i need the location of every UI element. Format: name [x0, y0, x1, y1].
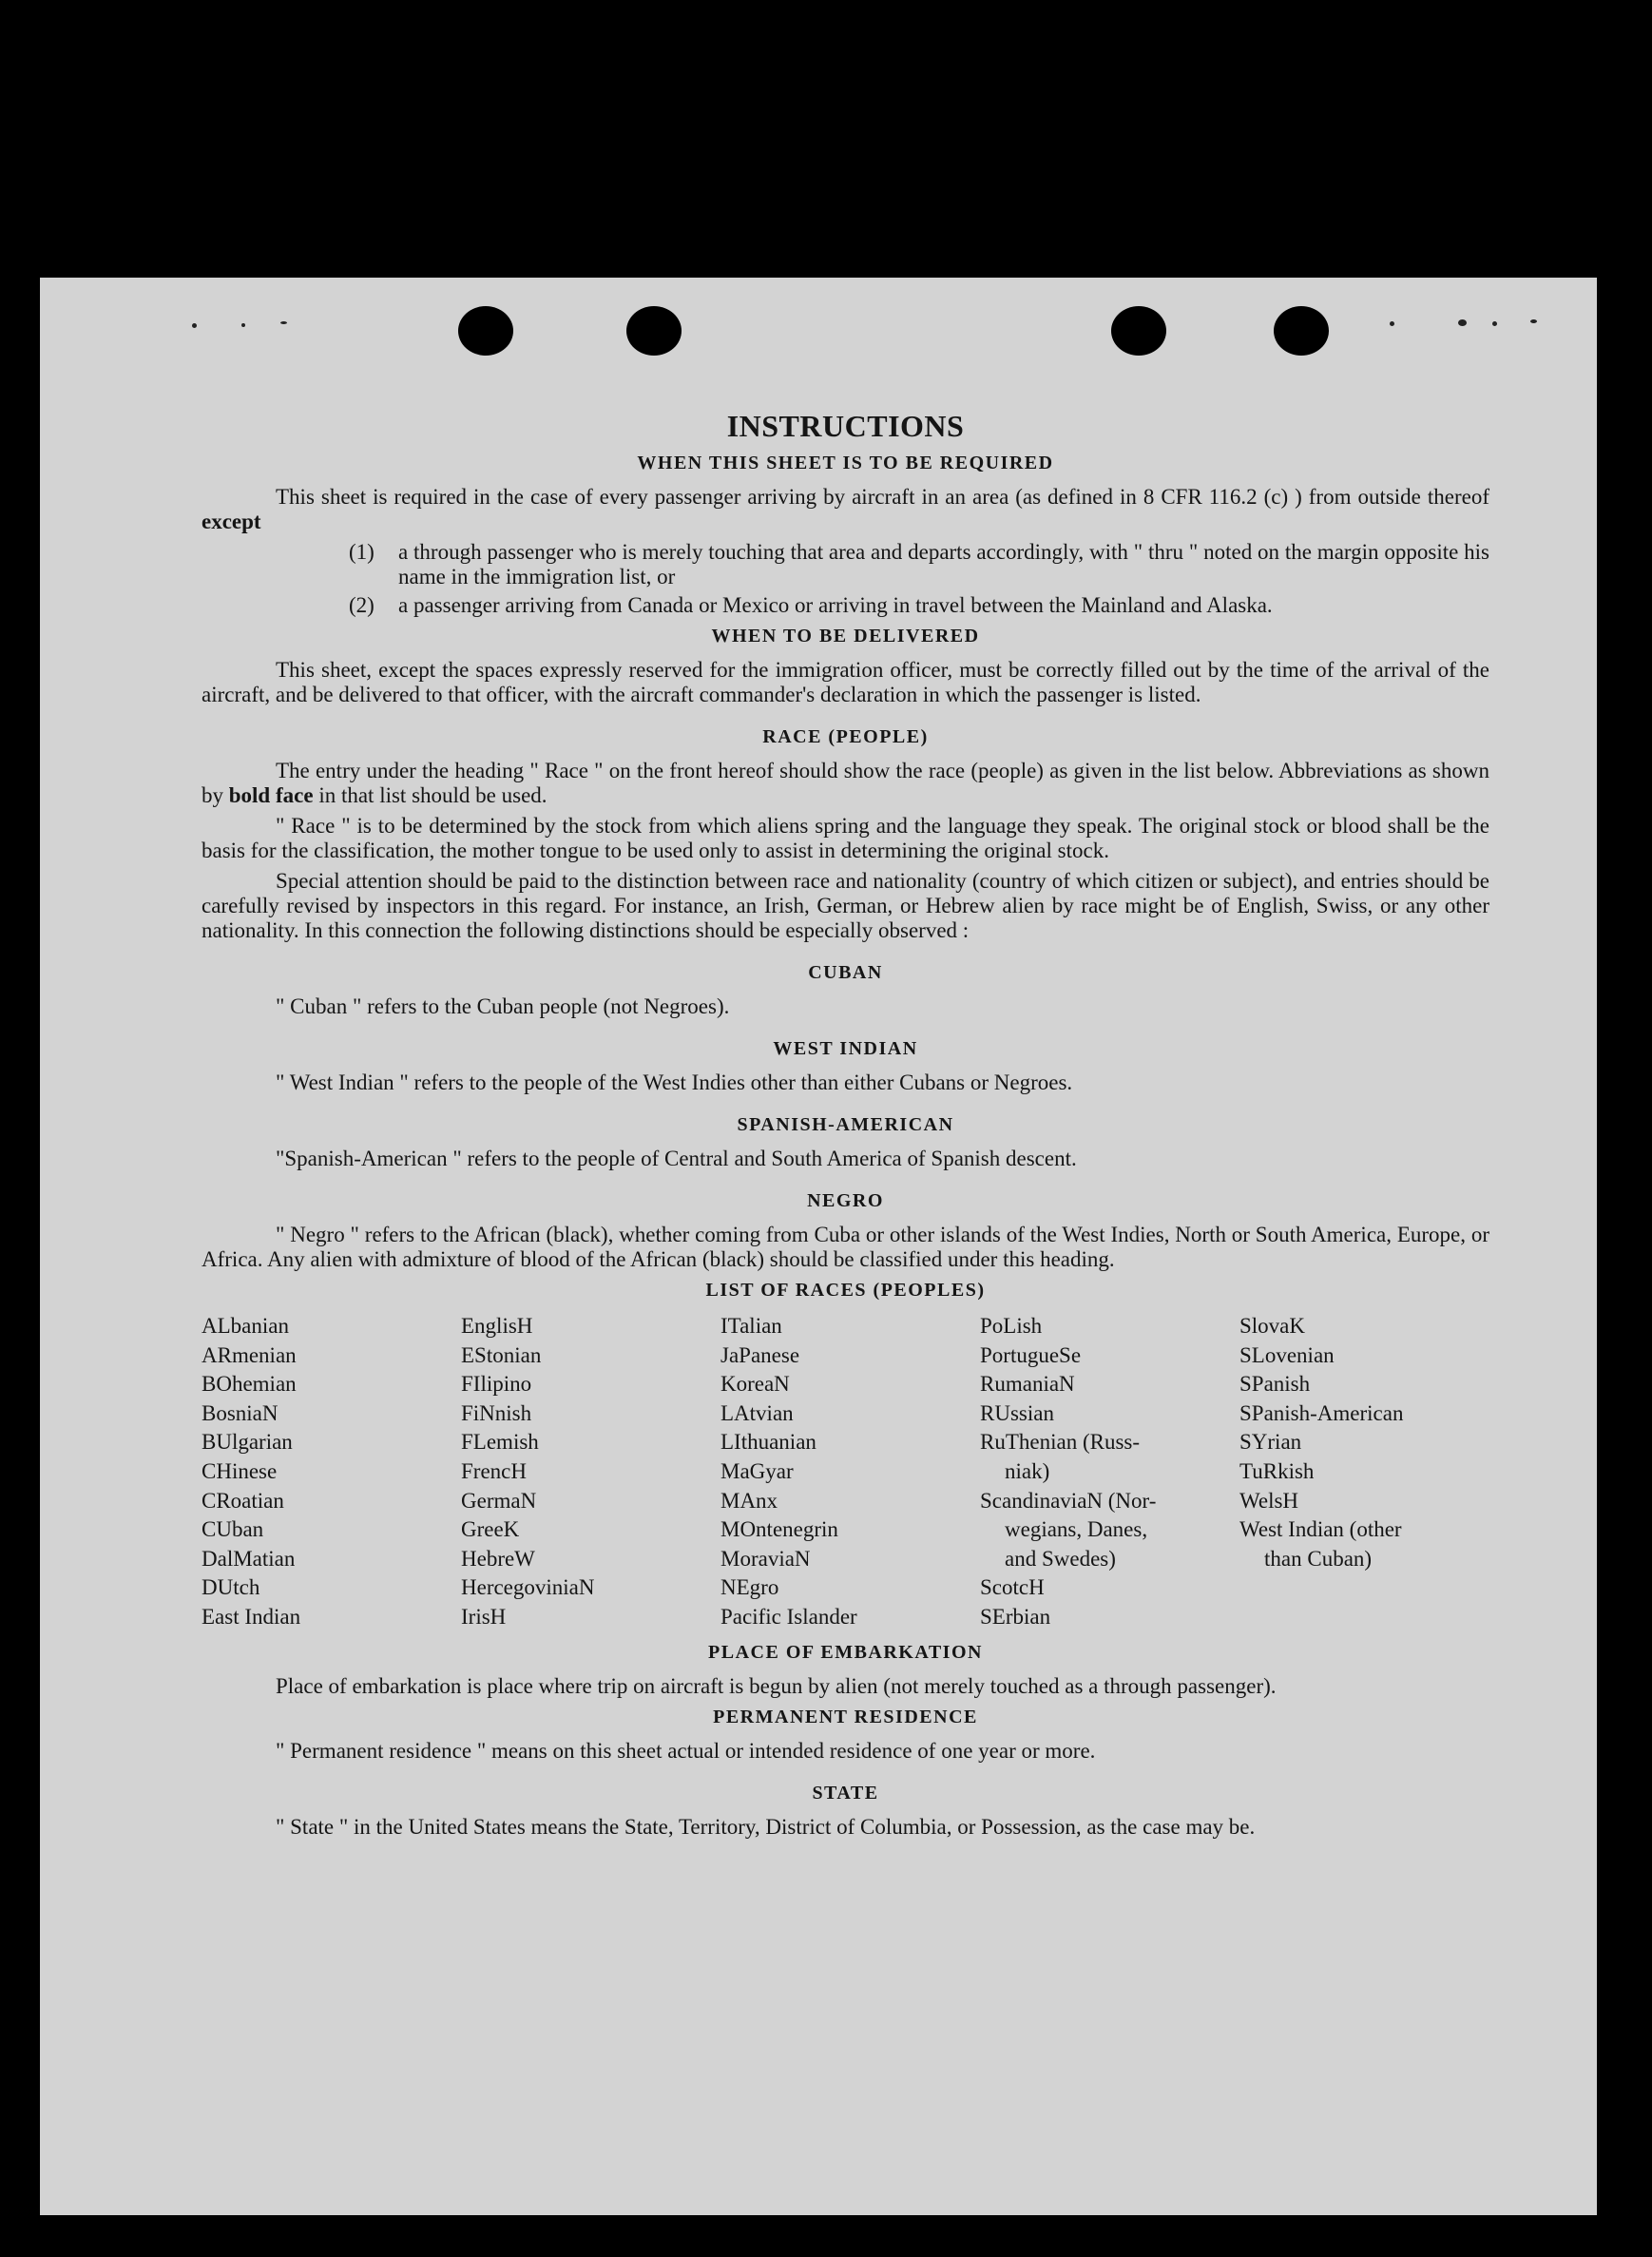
race-item: JaPanese — [720, 1342, 800, 1367]
race-item: LIthuanian — [720, 1430, 816, 1455]
speck — [241, 323, 245, 327]
instructions-content — [202, 407, 1489, 1845]
required-intro: This sheet is required in the case of every passenger arriving by aircraft in an area (as defined in 8 CFR 116.2 (c) ) from outside thereof except — [202, 485, 1489, 533]
punch-hole — [1274, 306, 1329, 356]
race-item: NEgro — [720, 1575, 779, 1600]
races-column-4 — [980, 1312, 1239, 1632]
race-item: ScotcH — [980, 1575, 1045, 1600]
race-item: East Indian — [202, 1604, 301, 1629]
race-item: WelsH — [1239, 1488, 1299, 1513]
race-item: ARmenian — [202, 1342, 297, 1367]
race-item: CUban — [202, 1517, 264, 1542]
race-item: ALbanian — [202, 1314, 289, 1338]
races-column-3 — [720, 1312, 980, 1632]
race-item: MAnx — [720, 1488, 778, 1513]
race-item: CHinese — [202, 1458, 278, 1483]
heading-spanish-american: SPANISH-AMERICAN — [737, 1114, 954, 1135]
race-item: SYrian — [1239, 1430, 1302, 1455]
race-item-continued: niak) — [1005, 1458, 1050, 1483]
cuban-text: " Cuban " refers to the Cuban people (not Negroes). — [276, 994, 730, 1018]
race-item-continued: and Swedes) — [1005, 1546, 1116, 1571]
condition-2: (2) a passenger arriving from Canada or Mexico or arriving in travel between the Mainland and Alaska. — [349, 593, 1273, 617]
speck — [1390, 321, 1394, 326]
spanish-american-text: "Spanish-American " refers to the people of Central and South America of Spanish descent. — [276, 1147, 1077, 1170]
race-item: Pacific Islander — [720, 1604, 857, 1629]
race-item: MaGyar — [720, 1458, 794, 1483]
punch-hole — [458, 306, 513, 356]
heading-west-indian: WEST INDIAN — [773, 1038, 918, 1059]
race-item: ITalian — [720, 1314, 782, 1338]
race-item: FiNnish — [461, 1400, 532, 1425]
heading-state: STATE — [812, 1782, 879, 1804]
race-item: IrisH — [461, 1604, 507, 1629]
race-item: RUssian — [980, 1400, 1054, 1425]
race-item: DUtch — [202, 1575, 260, 1600]
heading-place-of-embarkation: PLACE OF EMBARKATION — [708, 1641, 983, 1663]
speck — [1492, 321, 1497, 326]
race-item: FrencH — [461, 1458, 527, 1483]
race-item: KoreaN — [720, 1372, 790, 1397]
speck — [280, 321, 287, 324]
heading-cuban: CUBAN — [808, 962, 883, 983]
state-text: " State " in the United States means the State, Territory, District of Columbia, or Possession, as the case may be. — [276, 1814, 1256, 1839]
heading-list-of-races: LIST OF RACES (PEOPLES) — [705, 1280, 986, 1301]
race-item: HebreW — [461, 1546, 535, 1571]
speck — [1458, 319, 1467, 326]
heading-negro: NEGRO — [807, 1190, 884, 1211]
race-item: RumaniaN — [980, 1372, 1075, 1397]
race-item: SPanish — [1239, 1372, 1311, 1397]
residence-text: " Permanent residence " means on this sheet actual or intended residence of one year or more. — [276, 1738, 1096, 1763]
race-item: CRoatian — [202, 1488, 284, 1513]
punch-hole — [626, 306, 682, 356]
race-item: BUlgarian — [202, 1430, 293, 1455]
race-item: TuRkish — [1239, 1458, 1315, 1483]
embarkation-text: Place of embarkation is place where trip on aircraft is begun by alien (not merely touched as a through passenger). — [276, 1673, 1277, 1698]
punch-hole — [1111, 306, 1166, 356]
race-item: SPanish-American — [1239, 1400, 1404, 1425]
race-item-continued: than Cuban) — [1264, 1546, 1373, 1571]
race-item: MoraviaN — [720, 1546, 811, 1571]
race-paragraph-2: " Race " is to be determined by the stock from which aliens spring and the language they speak. The original stock or blood shall be the basis for the classification, the mother tongue to be used only to assist in determining the original stock. — [202, 814, 1489, 862]
races-column-2 — [461, 1312, 720, 1632]
race-item: FIlipino — [461, 1372, 532, 1397]
race-item: GreeK — [461, 1517, 520, 1542]
race-item: RuThenian (Russ- — [980, 1430, 1141, 1455]
race-item: West Indian (other — [1239, 1517, 1402, 1542]
race-paragraph-3: Special attention should be paid to the distinction between race and nationality (country of which citizen or subject), and entries should be carefully revised by inspectors in this regard. For instance, an Irish, German, or Hebrew alien by race might be of English, Swiss, or any other nationality. In this connection the following distinctions should be especially observed : — [202, 869, 1489, 942]
race-item: EStonian — [461, 1342, 542, 1367]
race-item: ScandinaviaN (Nor- — [980, 1488, 1157, 1513]
speck — [192, 323, 197, 328]
heading-race: RACE (PEOPLE) — [762, 726, 929, 747]
race-item: SErbian — [980, 1604, 1051, 1629]
speck — [1530, 319, 1537, 323]
races-column-1 — [202, 1312, 461, 1632]
race-item: FLemish — [461, 1430, 539, 1455]
race-item: GermaN — [461, 1488, 537, 1513]
race-item: PoLish — [980, 1314, 1043, 1338]
race-item: HercegoviniaN — [461, 1575, 595, 1600]
race-item: SLovenian — [1239, 1342, 1335, 1367]
heading-permanent-residence: PERMANENT RESIDENCE — [713, 1706, 978, 1727]
race-item: SlovaK — [1239, 1314, 1305, 1338]
race-item: BosniaN — [202, 1400, 279, 1425]
race-item: MOntenegrin — [720, 1517, 838, 1542]
condition-1: (1) a through passenger who is merely touching that area and departs accordingly, with " thru " noted on the margin opposite his name in the immigration list, or — [349, 540, 1489, 588]
races-column-5 — [1239, 1312, 1506, 1632]
race-item: BOhemian — [202, 1372, 297, 1397]
race-item: LAtvian — [720, 1400, 794, 1425]
heading-when-delivered: WHEN TO BE DELIVERED — [711, 626, 980, 646]
races-list — [202, 1312, 1489, 1632]
document-sheet — [40, 278, 1597, 2215]
delivered-text: This sheet, except the spaces expressly reserved for the immigration officer, must be correctly filled out by the time of the arrival of the aircraft, and be delivered to that officer, with the aircraft commander's declaration in which the passenger is listed. — [202, 658, 1489, 706]
negro-text: " Negro " refers to the African (black), whether coming from Cuba or other islands of the West Indies, North or South America, Europe, or Africa. Any alien with admixture of blood of the African (black) should be classified under this heading. — [202, 1223, 1489, 1271]
race-paragraph-1: The entry under the heading " Race " on the front hereof should show the race (people) as given in the list below. Abbreviations as shown by bold face in that list should be used. — [202, 759, 1489, 807]
page-title: INSTRUCTIONS — [726, 409, 965, 443]
race-item-continued: wegians, Danes, — [1005, 1517, 1148, 1542]
race-item: EnglisH — [461, 1314, 533, 1338]
heading-when-required: WHEN THIS SHEET IS TO BE REQUIRED — [637, 453, 1054, 473]
west-indian-text: " West Indian " refers to the people of the West Indies other than either Cubans or Negroes. — [276, 1071, 1073, 1094]
race-item: PortugueSe — [980, 1342, 1082, 1367]
race-item: DalMatian — [202, 1546, 296, 1571]
